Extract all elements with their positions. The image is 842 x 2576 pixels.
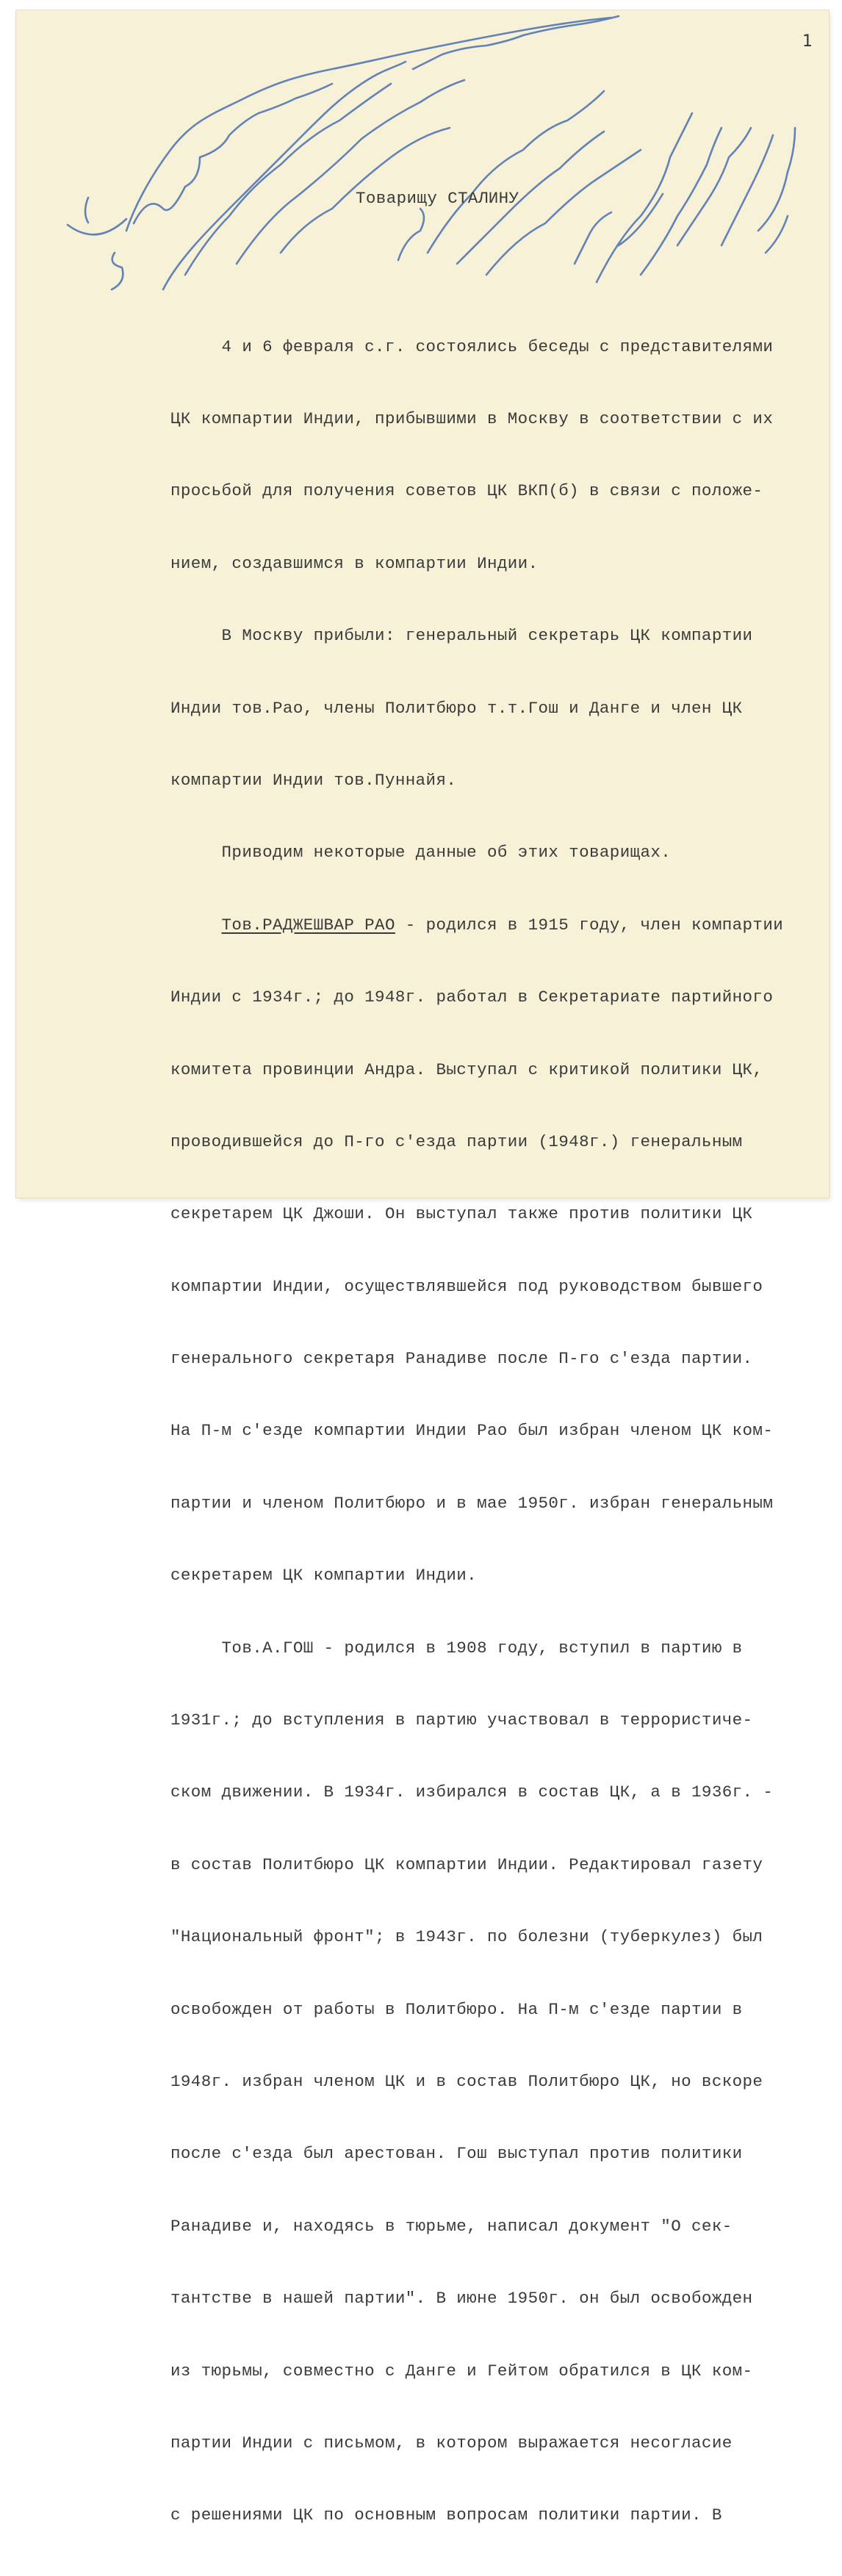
text-line: "Национальный фронт"; в 1943г. по болезни (туберкулез) был — [170, 1927, 763, 1947]
text-line: с решениями ЦК по основным вопросам политики партии. В — [170, 2505, 722, 2525]
document-body — [170, 287, 783, 2576]
text-fragment: - родился в 1915 году, член компартии — [395, 915, 784, 935]
text-line: ЦК компартии Индии, прибывшими в Москву в соответствии с их — [170, 409, 774, 428]
text-line: проводившейся до П-го с'езда партии (1948г.) генеральным — [170, 1132, 743, 1151]
text-line: секретарем ЦК компартии Индии. — [170, 1566, 478, 1586]
text-line — [170, 913, 783, 938]
text-line: тантстве в нашей партии". В июне 1950г. он был освобожден — [170, 2289, 753, 2309]
text-line: Индии тов.Рао, члены Политбюро т.т.Гош и Данге и член ЦК — [170, 698, 743, 718]
text-line: из тюрьмы, совместно с Данге и Гейтом обратился в ЦК ком- — [170, 2361, 753, 2381]
text-line: компартии Индии, осуществлявшейся под руководством бывшего — [170, 1276, 763, 1296]
document-title: Товарищу СТАЛИНУ — [356, 189, 519, 208]
text-line: Тов.А.ГОШ - родился в 1908 году, вступил в партию в — [170, 1638, 743, 1658]
text-line: нием, создавшимся в компартии Индии. — [170, 553, 539, 573]
text-line: ском движении. В 1934г. избирался в состав ЦК, а в 1936г. - — [170, 1782, 774, 1802]
text-line: 1931г.; до вступления в партию участвовал в террористиче- — [170, 1710, 753, 1730]
text-line: в состав Политбюро ЦК компартии Индии. Редактировал газету — [170, 1854, 763, 1874]
text-line: секретарем ЦК Джоши. Он выступал также против политики ЦК — [170, 1204, 753, 1224]
text-line: Приводим некоторые данные об этих товарищах. — [170, 843, 672, 863]
text-line: после с'езда был арестован. Гош выступал против политики — [170, 2144, 743, 2164]
document-page — [16, 10, 829, 2525]
text-line: партии и членом Политбюро и в мае 1950г. избран генеральным — [170, 1493, 774, 1513]
text-line: генерального секретаря Ранадиве после П-го с'езда партии. — [170, 1349, 753, 1369]
page-number: 1 — [802, 32, 813, 51]
text-line: комитета провинции Андра. Выступал с критикой политики ЦК, — [170, 1059, 763, 1079]
text-line: На П-м с'езде компартии Индии Рао был избран членом ЦК ком- — [170, 1421, 774, 1441]
text-line: освобожден от работы в Политбюро. На П-м с'езде партии в — [170, 1999, 743, 2019]
person-name-rao: Тов.РАДЖЕШВАР РАО — [221, 915, 395, 935]
text-line: 1948г. избран членом ЦК и в состав Политбюро ЦК, но вскоре — [170, 2071, 763, 2091]
text-line: Индии с 1934г.; до 1948г. работал в Секретариате партийного — [170, 987, 774, 1007]
text-line: 4 и 6 февраля с.г. состоялись беседы с представителями — [170, 337, 774, 356]
text-line: компартии Индии тов.Пуннайя. — [170, 770, 457, 790]
text-line: партии Индии с письмом, в котором выражается несогласие — [170, 2433, 733, 2453]
text-line: Ранадиве и, находясь в тюрьме, написал документ "О сек- — [170, 2216, 733, 2236]
text-line: просьбой для получения советов ЦК ВКП(б) в связи с положе- — [170, 481, 763, 501]
handwritten-annotation-image — [16, 10, 829, 319]
text-line: В Москву прибыли: генеральный секретарь ЦК компартии — [170, 626, 753, 646]
